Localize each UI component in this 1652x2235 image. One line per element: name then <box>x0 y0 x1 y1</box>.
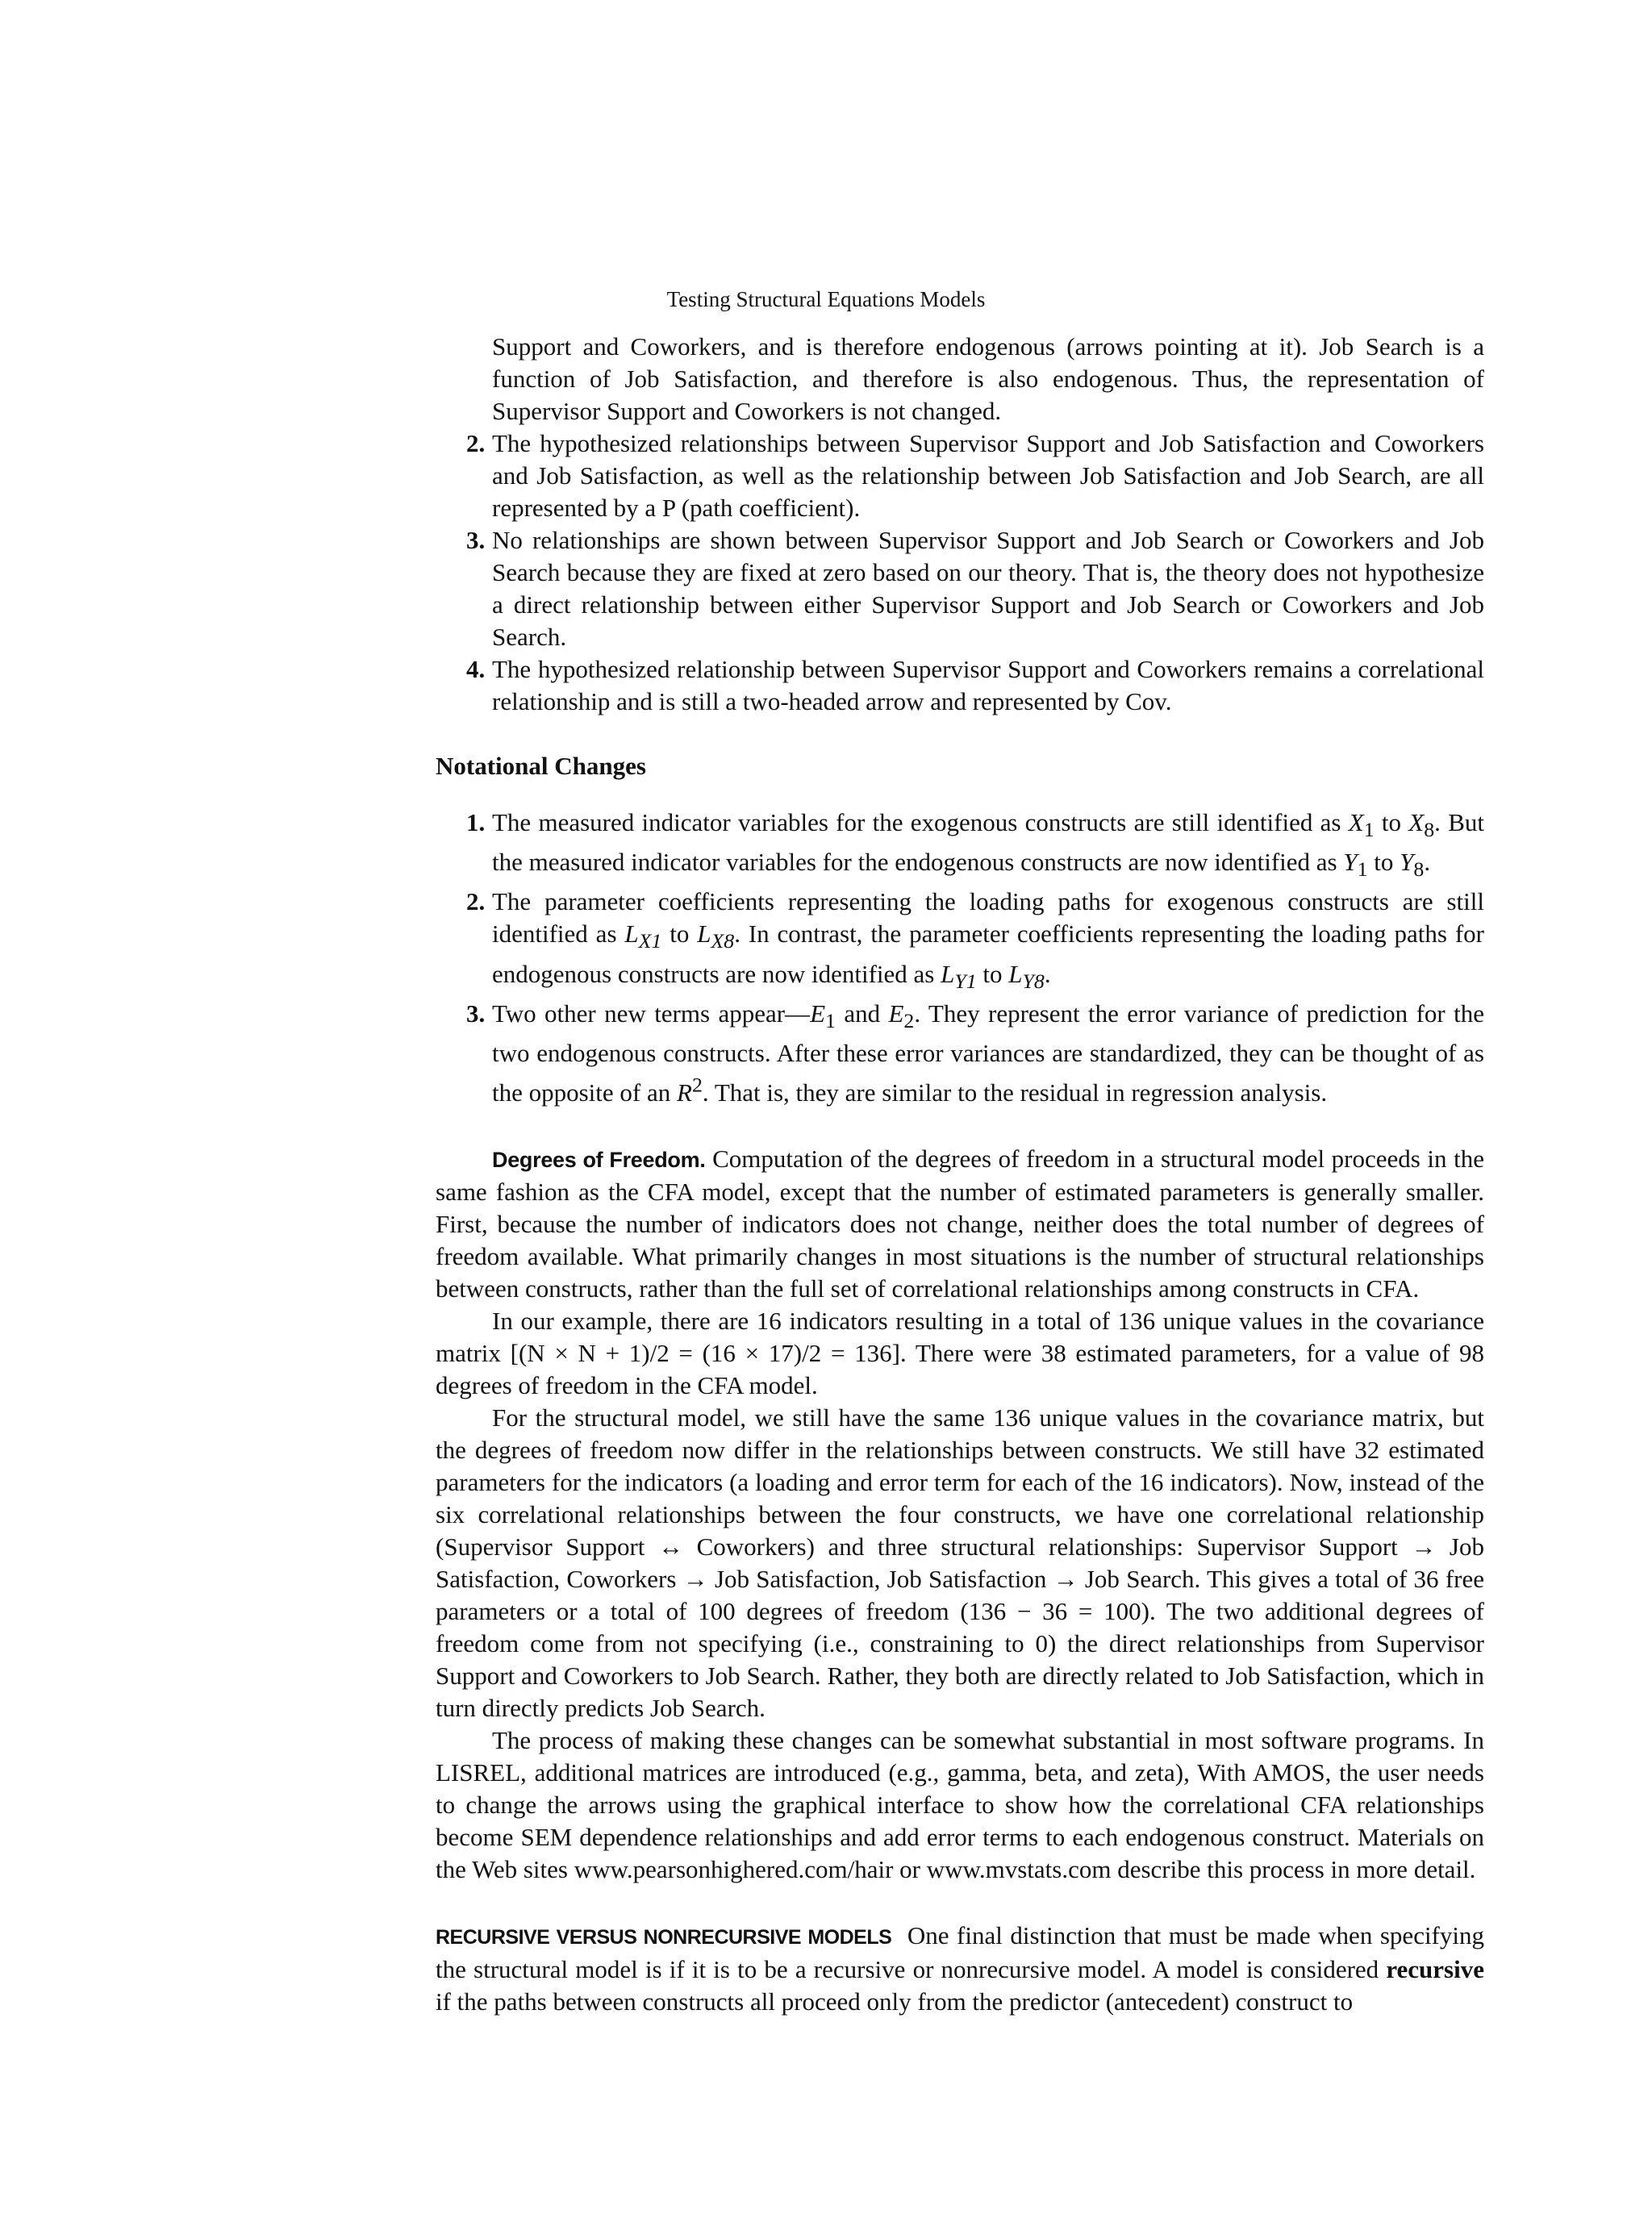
runin-heading-recursive: RECURSIVE VERSUS NONRECURSIVE MODELS <box>436 1926 892 1949</box>
item-number: 1. <box>466 808 486 836</box>
item-text: No relationships are shown between Supervisor Support and Job Search or Coworkers and Job Search because they are fixed at zero based on our theory. That is, the theory does not hypothesize a direct relationship between either Supervisor Support and Job Search or Coworkers and Job Search. <box>492 526 1484 651</box>
paragraph: Degrees of Freedom. Computation of the degrees of freedom in a structural model proceeds in the same fashion as the CFA model, except that the number of estimated parameters is generally smaller. First, because the number of indicators does not change, neither does the total number of degrees of freedom available. What primarily changes in most situations is the number of structural relationships between constructs, rather than the full set of correlational relationships among constructs in CFA. <box>436 1145 1484 1303</box>
item-text: Two other new terms $appear—E_1$ and $E_2$. They represent the error variance of prediction for the two endogenous constructs. After these error variances are standardized, they can be thought of as the opposite of an $R^2$. That is, they are similar to the residual in regression analysis. <box>492 999 1484 1107</box>
list-item <box>436 653 1484 718</box>
paragraph: RECURSIVE VERSUS NONRECURSIVE MODELS One final distinction that must be made when specifying the structural model is if it is to be a recursive or nonrecursive model. A model is considered recursive if the paths between constructs all proceed only from the predictor (antecedent) construct to <box>436 1921 1484 2016</box>
list-item <box>436 524 1484 653</box>
list-item <box>436 427 1484 524</box>
item-number: 3. <box>466 999 486 1028</box>
notational-changes <box>436 807 1484 1109</box>
paragraph: For the structural model, we still have the same 136 unique values in the covariance matrix, but the degrees of freedom now differ in the relationships between constructs. We still have 32 estimated parameters for the indicators (a loading and error term for each of the 16 indicators). Now, instead of the six correlational relationships between the four constructs, we have one correlational relationship (Supervisor Support ↔ Coworkers) and three structural relationships: Supervisor Support → Job Satisfaction, Coworkers → Job Satisfaction, Job Satisfaction → Job Search. This gives a total of 36 free parameters or a total of 100 degrees of freedom (136 − 36 = 100). The two additional degrees of freedom come from not specifying (i.e., constraining to 0) the direct relationships from Supervisor Support and Coworkers to Job Search. Rather, they both are directly related to Job Satisfaction, which in turn directly predicts Job Search. <box>436 1403 1484 1723</box>
item-number: 2. <box>466 887 486 916</box>
paragraph: The process of making these changes can be somewhat substantial in most software programs. In LISREL, additional matrices are introduced (e.g., gamma, beta, and zeta), With AMOS, the user needs to change the arrows using the graphical interface to show how the correlational CFA relationships become SEM dependence relationships and add error terms to each endogenous construct. Materials on the Web sites www.pearsonhighered.com/hair or www.mvstats.com describe this process in more detail. <box>436 1726 1484 1884</box>
item-text: The measured indicator variables for the exogenous constructs are still identified as $X_1$ to $X_8$. But the measured indicator variables for the endogenous constructs are now identified as $Y_1$ to $Y_8$. <box>492 808 1484 882</box>
item-number: 4. <box>466 655 486 683</box>
structural-changes-list <box>436 427 1484 718</box>
recursive-models-section <box>436 1920 1484 2018</box>
item-number: 3. <box>466 526 486 554</box>
key-term: recursive <box>1386 1955 1484 1984</box>
item-text: The hypothesized relationship between Supervisor Support and Coworkers remains a correlational relationship and is still a two-headed arrow and represented by Cov. <box>492 655 1484 715</box>
runin-heading-degrees-of-freedom: Degrees of Freedom. <box>492 1148 706 1173</box>
text-column <box>436 331 1484 2018</box>
list-item <box>436 886 1484 997</box>
continued-list-item: Support and Coworkers, and is therefore endogenous (arrows pointing at it). Job Search is a function of Job Satisfaction, and therefore is also endogenous. Thus, the representation of Supervisor Support and Coworkers is not changed. <box>492 332 1484 425</box>
item-number: 2. <box>466 429 486 457</box>
list-item <box>436 998 1484 1110</box>
section-heading-notational-changes: Notational Changes <box>436 752 646 780</box>
running-head: Testing Structural Equations Models <box>666 287 986 311</box>
list-item <box>436 807 1484 886</box>
item-text: The hypothesized relationships between Supervisor Support and Job Satisfaction and Coworkers and Job Satisfaction, as well as the relationship between Job Satisfaction and Job Search, are all represented by a P (path coefficient). <box>492 429 1484 522</box>
notational-changes-list <box>436 807 1484 1109</box>
paragraph: In our example, there are 16 indicators resulting in a total of 136 unique values in the covariance matrix [(N × N + 1)/2 = (16 × 17)/2 = 136]. There were 38 estimated parameters, for a value of 98 degrees of freedom in the CFA model. <box>436 1307 1484 1400</box>
degrees-of-freedom-section <box>436 1143 1484 1886</box>
item-text: The parameter coefficients representing the loading paths for exogenous constructs are still identified as $L_{X1}$ to $L_{X8}$. In contrast, the parameter coefficients representing the loading paths for endogenous constructs are now identified as $L_{Y1}$ to $L_{Y8}$. <box>492 887 1484 993</box>
